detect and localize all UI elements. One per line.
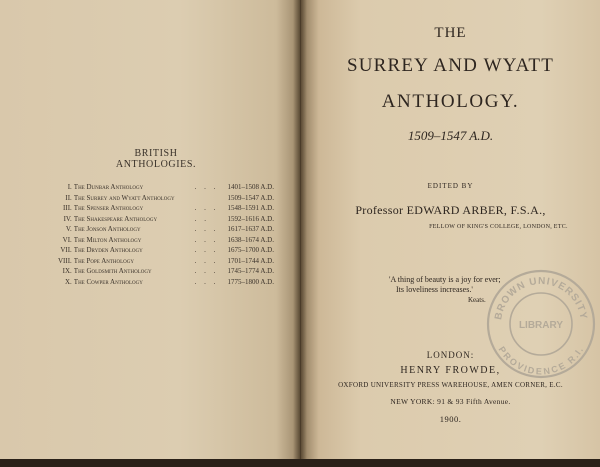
book-gutter [293, 0, 307, 467]
anthology-title: The Dunbar Anthology [73, 183, 144, 191]
anthology-date-range: 1401–1508 A.D. [227, 183, 274, 191]
date-range: 1509–1547 A.D. [407, 128, 494, 143]
anthology-number: VIII. [57, 256, 72, 265]
publisher-name: HENRY FROWDE, [400, 365, 501, 376]
anthology-row [52, 266, 274, 277]
anthology-title: The Shakespeare Anthology [73, 214, 158, 223]
anthology-leader: . . . [194, 204, 219, 212]
stamp-top-text: BROWN UNIVERSITY [493, 275, 589, 321]
epigraph-attribution: Keats. [468, 296, 486, 304]
anthology-title: The Milton Anthology [73, 235, 142, 244]
editor-affiliation: FELLOW OF KING'S COLLEGE, LONDON, ETC. [429, 224, 568, 230]
anthology-row [52, 182, 274, 193]
anthology-leader: . . [194, 214, 209, 223]
anthology-leader: . . . [194, 225, 219, 233]
anthology-number: VI. [62, 235, 72, 244]
anthology-title: The Pope Anthology [73, 256, 135, 265]
anthology-leader: . . . [194, 277, 219, 286]
anthology-date-range: 1638–1674 A.D. [227, 235, 274, 244]
anthology-title: The Goldsmith Anthology [73, 267, 152, 275]
library-stamp [485, 268, 597, 380]
publication-year: 1900. [439, 414, 462, 424]
edited-by-label: EDITED BY [427, 182, 474, 190]
new-york-address: NEW YORK: 91 & 93 Fifth Avenue. [390, 397, 511, 406]
anthology-leader: . . . [194, 267, 219, 275]
anthology-row [52, 224, 274, 235]
page-bottom-edge [0, 459, 600, 467]
anthology-date-range: 1548–1591 A.D. [227, 204, 274, 212]
anthology-row [52, 203, 274, 214]
title-article: THE [434, 25, 467, 41]
anthology-number: III. [63, 204, 72, 212]
anthology-date-range: 1675–1700 A.D. [227, 246, 274, 254]
anthology-title: The Dryden Anthology [73, 246, 143, 254]
epigraph-line2: Its loveliness increases.' [396, 285, 473, 294]
anthology-leader: . . . [194, 183, 219, 191]
anthology-number: II. [65, 193, 72, 202]
anthology-date-range: 1509–1547 A.D. [227, 193, 274, 202]
publisher-address: OXFORD UNIVERSITY PRESS WAREHOUSE, AMEN CORNER, E.C. [338, 381, 563, 389]
anthology-row [52, 277, 274, 288]
svg-text:PROVIDENCE R.I. [497, 345, 586, 377]
anthology-row [52, 193, 274, 204]
series-heading: BRITISH ANTHOLOGIES. [115, 148, 197, 170]
anthology-number: IX. [62, 267, 72, 275]
anthology-row [52, 235, 274, 246]
title-page [301, 0, 600, 467]
anthology-number: IV. [63, 214, 72, 223]
stamp-center-text: LIBRARY [518, 320, 564, 331]
anthology-leader [195, 193, 215, 204]
book-title-line2: ANTHOLOGY. [381, 91, 520, 112]
anthology-date-range: 1592–1616 A.D. [227, 214, 274, 223]
anthology-number: X. [64, 277, 72, 286]
anthology-title: The Jonson Anthology [73, 225, 141, 233]
anthology-title: The Surrey and Wyatt Anthology [73, 193, 175, 202]
anthology-leader: . . . [194, 246, 219, 254]
anthology-title: The Cowper Anthology [73, 277, 143, 286]
anthology-leader: . . . [194, 256, 219, 265]
anthology-number: VII. [60, 246, 72, 254]
editor-name: Professor EDWARD ARBER, F.S.A., [355, 203, 546, 217]
book-title-line1: SURREY AND WYATT [346, 55, 555, 76]
anthology-row [52, 245, 274, 256]
anthology-date-range: 1775–1800 A.D. [227, 277, 274, 286]
anthology-number: V. [65, 225, 72, 233]
anthology-leader: . . . [194, 235, 219, 244]
stamp-bottom-text: PROVIDENCE R.I. [496, 344, 586, 377]
anthology-list [52, 182, 274, 287]
epigraph-line1: 'A thing of beauty is a joy for ever; [389, 275, 501, 284]
anthology-date-range: 1701–1744 A.D. [227, 256, 274, 265]
publication-place: LONDON: [426, 350, 475, 360]
anthology-row [52, 214, 274, 225]
anthology-title: The Spenser Anthology [73, 204, 144, 212]
anthology-date-range: 1617–1637 A.D. [227, 225, 274, 233]
anthology-row [52, 256, 274, 267]
anthology-number: I. [67, 183, 72, 191]
anthology-date-range: 1745–1774 A.D. [227, 267, 274, 275]
